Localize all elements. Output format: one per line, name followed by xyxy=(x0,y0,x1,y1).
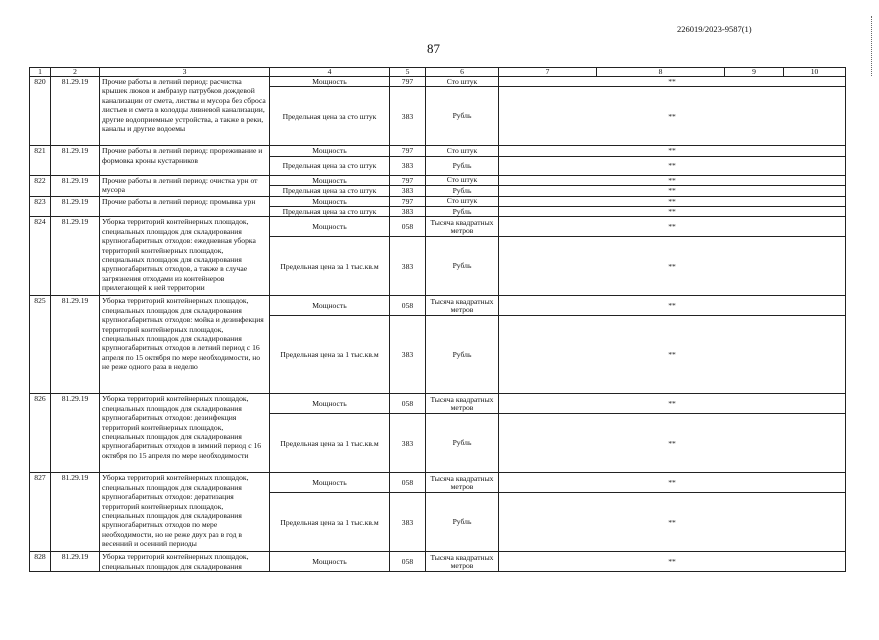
okei-code: 058 xyxy=(390,552,426,572)
header-cell-7: 7 xyxy=(499,68,597,77)
indicator-name: Предельная цена за 1 тыс.кв.м xyxy=(270,493,390,552)
table-row-subrow xyxy=(30,196,846,206)
unit-name: Тысяча квадратных метров xyxy=(426,217,499,237)
table-row-subrow xyxy=(30,552,846,572)
okei-code: 797 xyxy=(390,196,426,206)
work-description: Прочие работы в летний период: прореживание и формовка кроны кустарников xyxy=(100,146,270,175)
unit-name: Рубль xyxy=(426,493,499,552)
okei-code: 383 xyxy=(390,156,426,175)
value-marker: ** xyxy=(499,473,846,493)
work-description: Прочие работы в летний период: промывка урн xyxy=(100,196,270,217)
unit-name: Сто штук xyxy=(426,175,499,185)
value-marker: ** xyxy=(499,217,846,237)
indicator-name: Мощность xyxy=(270,146,390,156)
work-description: Уборка территорий контейнерных площадок, специальных площадок для складирования крупногабаритных отходов: мойка и дезинфекция территорий контейнерных площадок, специальных площадок для складирования крупногабаритных отходов в летний период с 16 апреля по 15 октября по мере необходимости, но не реже одного раза в неделю xyxy=(100,296,270,394)
okei-code: 383 xyxy=(390,316,426,394)
okpd-code: 81.29.19 xyxy=(51,77,100,146)
table-row-subrow xyxy=(30,296,846,316)
header-cell-3: 3 xyxy=(100,68,270,77)
unit-name: Рубль xyxy=(426,87,499,146)
work-description: Уборка территорий контейнерных площадок, специальных площадок для складирования xyxy=(100,552,270,572)
value-marker: ** xyxy=(499,316,846,394)
row-number: 821 xyxy=(30,146,51,175)
unit-name: Тысяча квадратных метров xyxy=(426,296,499,316)
indicator-name: Мощность xyxy=(270,552,390,572)
value-marker: ** xyxy=(499,77,846,87)
header-cell-4: 4 xyxy=(270,68,390,77)
work-description: Уборка территорий контейнерных площадок, специальных площадок для складирования крупногабаритных отходов: ежедневная уборка территорий контейнерных площадок, специальных площадок для складирования крупногабаритных отходов, а также в случае загрязнения отходами из контейнеров прилегающей к ней территории xyxy=(100,217,270,296)
value-marker: ** xyxy=(499,493,846,552)
unit-name: Рубль xyxy=(426,237,499,296)
value-marker: ** xyxy=(499,186,846,196)
header-cell-2: 2 xyxy=(51,68,100,77)
row-number: 822 xyxy=(30,175,51,196)
indicator-name: Мощность xyxy=(270,175,390,185)
page-edge-mark xyxy=(871,16,873,76)
work-description: Прочие работы в летний период: очистка урн от мусора xyxy=(100,175,270,196)
indicator-name: Предельная цена за 1 тыс.кв.м xyxy=(270,316,390,394)
value-marker: ** xyxy=(499,552,846,572)
okei-code: 797 xyxy=(390,77,426,87)
table-row-subrow xyxy=(30,175,846,185)
value-marker: ** xyxy=(499,394,846,414)
row-number: 826 xyxy=(30,394,51,473)
value-marker: ** xyxy=(499,237,846,296)
table-row-subrow xyxy=(30,146,846,156)
indicator-name: Предельная цена за сто штук xyxy=(270,87,390,146)
unit-name: Сто штук xyxy=(426,77,499,87)
table-header xyxy=(30,68,846,77)
row-number: 824 xyxy=(30,217,51,296)
indicator-name: Мощность xyxy=(270,473,390,493)
value-marker: ** xyxy=(499,175,846,185)
okpd-code: 81.29.19 xyxy=(51,296,100,394)
unit-name: Тысяча квадратных метров xyxy=(426,552,499,572)
okei-code: 383 xyxy=(390,414,426,473)
unit-name: Рубль xyxy=(426,316,499,394)
row-number: 828 xyxy=(30,552,51,572)
header-cell-5: 5 xyxy=(390,68,426,77)
indicator-name: Мощность xyxy=(270,196,390,206)
table-row-subrow xyxy=(30,394,846,414)
okei-code: 797 xyxy=(390,175,426,185)
okei-code: 058 xyxy=(390,296,426,316)
row-number: 827 xyxy=(30,473,51,552)
value-marker: ** xyxy=(499,87,846,146)
row-number: 820 xyxy=(30,77,51,146)
header-cell-6: 6 xyxy=(426,68,499,77)
okei-code: 058 xyxy=(390,217,426,237)
work-description: Уборка территорий контейнерных площадок, специальных площадок для складирования крупногабаритных отходов: дезинфекция территорий контейнерных площадок, специальных площадок для складирования крупногабаритных отходов в зимний период с 16 октября по 15 апреля по мере необходимости xyxy=(100,394,270,473)
data-table xyxy=(29,67,846,572)
value-marker: ** xyxy=(499,146,846,156)
okpd-code: 81.29.19 xyxy=(51,394,100,473)
unit-name: Сто штук xyxy=(426,146,499,156)
okpd-code: 81.29.19 xyxy=(51,217,100,296)
doc-id: 226019/2023-9587(1) xyxy=(677,24,752,34)
table-row-subrow xyxy=(30,77,846,87)
okei-code: 383 xyxy=(390,493,426,552)
okei-code: 383 xyxy=(390,207,426,217)
unit-name: Рубль xyxy=(426,414,499,473)
unit-name: Тысяча квадратных метров xyxy=(426,473,499,493)
okpd-code: 81.29.19 xyxy=(51,196,100,217)
row-number: 825 xyxy=(30,296,51,394)
indicator-name: Предельная цена за 1 тыс.кв.м xyxy=(270,414,390,473)
unit-name: Рубль xyxy=(426,186,499,196)
okpd-code: 81.29.19 xyxy=(51,552,100,572)
indicator-name: Предельная цена за сто штук xyxy=(270,207,390,217)
header-cell-1: 1 xyxy=(30,68,51,77)
table-row-subrow xyxy=(30,217,846,237)
unit-name: Сто штук xyxy=(426,196,499,206)
indicator-name: Предельная цена за 1 тыс.кв.м xyxy=(270,237,390,296)
okpd-code: 81.29.19 xyxy=(51,175,100,196)
page-number: 87 xyxy=(427,41,440,56)
indicator-name: Мощность xyxy=(270,296,390,316)
okpd-code: 81.29.19 xyxy=(51,473,100,552)
okei-code: 383 xyxy=(390,87,426,146)
header-cell-9: 9 xyxy=(725,68,784,77)
value-marker: ** xyxy=(499,414,846,473)
work-description: Уборка территорий контейнерных площадок, специальных площадок для складирования крупногабаритных отходов: дератизация территорий контейнерных площадок, специальных площадок для складирования крупногабаритных отходов по мере необходимости, но не реже двух раз в год в весенний и осенний периоды xyxy=(100,473,270,552)
value-marker: ** xyxy=(499,156,846,175)
indicator-name: Предельная цена за сто штук xyxy=(270,156,390,175)
unit-name: Рубль xyxy=(426,207,499,217)
value-marker: ** xyxy=(499,296,846,316)
table-row-subrow xyxy=(30,473,846,493)
header-cell-8: 8 xyxy=(597,68,725,77)
okei-code: 058 xyxy=(390,473,426,493)
value-marker: ** xyxy=(499,207,846,217)
row-number: 823 xyxy=(30,196,51,217)
indicator-name: Мощность xyxy=(270,394,390,414)
indicator-name: Мощность xyxy=(270,77,390,87)
unit-name: Тысяча квадратных метров xyxy=(426,394,499,414)
header-cell-10: 10 xyxy=(784,68,846,77)
okpd-code: 81.29.19 xyxy=(51,146,100,175)
work-description: Прочие работы в летний период: расчистка крышек люков и амбразур патрубков дождевой канализации от смета, листвы и мусора без сброса листьев и смета в колодцы ливневой канализации, другие водоприемные устройства, а также в реки, каналы и другие водоемы xyxy=(100,77,270,146)
okei-code: 058 xyxy=(390,394,426,414)
okei-code: 797 xyxy=(390,146,426,156)
indicator-name: Мощность xyxy=(270,217,390,237)
indicator-name: Предельная цена за сто штук xyxy=(270,186,390,196)
value-marker: ** xyxy=(499,196,846,206)
okei-code: 383 xyxy=(390,186,426,196)
unit-name: Рубль xyxy=(426,156,499,175)
okei-code: 383 xyxy=(390,237,426,296)
